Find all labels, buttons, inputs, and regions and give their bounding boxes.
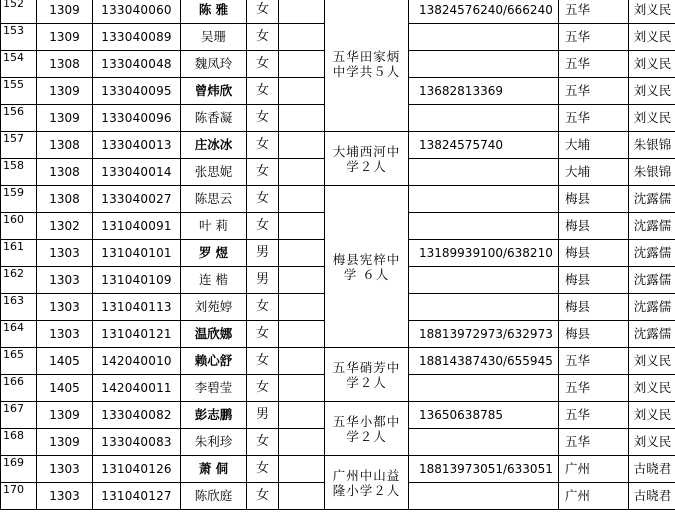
- blank-cell: [279, 321, 325, 348]
- city: 五华: [559, 0, 629, 24]
- student-sex: 女: [247, 294, 279, 321]
- phone-number: 18813972973/632973: [409, 321, 559, 348]
- student-sex: 女: [247, 483, 279, 510]
- student-name: 萧 侗: [181, 456, 247, 483]
- school-group: 广州中山益隆小学２人: [325, 456, 409, 510]
- blank-cell: [279, 240, 325, 267]
- row-number: 154: [1, 51, 37, 78]
- row-number: 169: [1, 456, 37, 483]
- student-name: 李碧莹: [181, 375, 247, 402]
- teacher-name: 朱银锦: [629, 159, 675, 186]
- blank-cell: [279, 24, 325, 51]
- student-name: 罗 煜: [181, 240, 247, 267]
- class-code: 1308: [37, 186, 93, 213]
- student-name: 叶 莉: [181, 213, 247, 240]
- phone-number: 13189939100/638210: [409, 240, 559, 267]
- phone-number: [409, 483, 559, 510]
- student-id: 131040126: [93, 456, 181, 483]
- city: 五华: [559, 78, 629, 105]
- city: 梅县: [559, 321, 629, 348]
- class-code: 1303: [37, 267, 93, 294]
- row-number: 162: [1, 267, 37, 294]
- student-sex: 女: [247, 375, 279, 402]
- student-name: 吴珊: [181, 24, 247, 51]
- student-id: 133040048: [93, 51, 181, 78]
- student-sex: 男: [247, 402, 279, 429]
- phone-number: 18813973051/633051: [409, 456, 559, 483]
- teacher-name: 刘义民: [629, 24, 675, 51]
- city: 大埔: [559, 159, 629, 186]
- row-number: 155: [1, 78, 37, 105]
- student-name: 赖心舒: [181, 348, 247, 375]
- school-group: 大埔西河中学２人: [325, 132, 409, 186]
- class-code: 1309: [37, 105, 93, 132]
- table-body: [1, 0, 675, 510]
- blank-cell: [279, 348, 325, 375]
- blank-cell: [279, 456, 325, 483]
- student-id: 131040127: [93, 483, 181, 510]
- class-code: 1309: [37, 78, 93, 105]
- student-id: 142040010: [93, 348, 181, 375]
- teacher-name: 沈露儒: [629, 267, 675, 294]
- row-number: 160: [1, 213, 37, 240]
- teacher-name: 刘义民: [629, 348, 675, 375]
- row-number: 163: [1, 294, 37, 321]
- student-sex: 女: [247, 78, 279, 105]
- blank-cell: [279, 375, 325, 402]
- blank-cell: [279, 51, 325, 78]
- teacher-name: 沈露儒: [629, 213, 675, 240]
- city: 梅县: [559, 294, 629, 321]
- class-code: 1405: [37, 348, 93, 375]
- blank-cell: [279, 105, 325, 132]
- teacher-name: 沈露儒: [629, 294, 675, 321]
- school-group: 五华小都中学２人: [325, 402, 409, 456]
- teacher-name: 刘义民: [629, 105, 675, 132]
- teacher-name: 刘义民: [629, 375, 675, 402]
- blank-cell: [279, 213, 325, 240]
- city: 梅县: [559, 267, 629, 294]
- student-sex: 女: [247, 429, 279, 456]
- blank-cell: [279, 483, 325, 510]
- city: 广州: [559, 456, 629, 483]
- student-sex: 女: [247, 51, 279, 78]
- blank-cell: [279, 0, 325, 24]
- student-sex: 女: [247, 186, 279, 213]
- student-id: 133040014: [93, 159, 181, 186]
- student-sex: 女: [247, 24, 279, 51]
- teacher-name: 沈露儒: [629, 240, 675, 267]
- city: 五华: [559, 375, 629, 402]
- city: 五华: [559, 429, 629, 456]
- city: 五华: [559, 348, 629, 375]
- row-number: 153: [1, 24, 37, 51]
- row-number: 161: [1, 240, 37, 267]
- student-sex: 女: [247, 159, 279, 186]
- student-name: 连 楷: [181, 267, 247, 294]
- student-sex: 女: [247, 213, 279, 240]
- table-row: [1, 186, 675, 213]
- teacher-name: 刘义民: [629, 402, 675, 429]
- student-id: 131040101: [93, 240, 181, 267]
- phone-number: [409, 159, 559, 186]
- class-code: 1405: [37, 375, 93, 402]
- class-code: 1303: [37, 294, 93, 321]
- student-id: 131040121: [93, 321, 181, 348]
- city: 梅县: [559, 213, 629, 240]
- teacher-name: 刘义民: [629, 78, 675, 105]
- phone-number: [409, 213, 559, 240]
- student-id: 133040083: [93, 429, 181, 456]
- phone-number: [409, 24, 559, 51]
- student-name: 张思妮: [181, 159, 247, 186]
- row-number: 157: [1, 132, 37, 159]
- class-code: 1303: [37, 321, 93, 348]
- student-id: 133040027: [93, 186, 181, 213]
- row-number: 167: [1, 402, 37, 429]
- city: 五华: [559, 105, 629, 132]
- student-id: 133040095: [93, 78, 181, 105]
- row-number: 158: [1, 159, 37, 186]
- row-number: 156: [1, 105, 37, 132]
- class-code: 1303: [37, 456, 93, 483]
- student-id: 133040082: [93, 402, 181, 429]
- city: 五华: [559, 24, 629, 51]
- student-sex: 女: [247, 0, 279, 24]
- class-code: 1303: [37, 240, 93, 267]
- student-name: 魏凤玲: [181, 51, 247, 78]
- student-id: 142040011: [93, 375, 181, 402]
- student-name: 朱利珍: [181, 429, 247, 456]
- class-code: 1309: [37, 0, 93, 24]
- city: 广州: [559, 483, 629, 510]
- student-id: 131040109: [93, 267, 181, 294]
- phone-number: 13650638785: [409, 402, 559, 429]
- blank-cell: [279, 267, 325, 294]
- teacher-name: 古晓君: [629, 483, 675, 510]
- table-row: [1, 456, 675, 483]
- student-sex: 女: [247, 105, 279, 132]
- row-number: 170: [1, 483, 37, 510]
- student-sex: 女: [247, 132, 279, 159]
- student-sex: 男: [247, 240, 279, 267]
- student-name: 温欣娜: [181, 321, 247, 348]
- student-name: 陈香凝: [181, 105, 247, 132]
- blank-cell: [279, 186, 325, 213]
- student-name: 刘苑婷: [181, 294, 247, 321]
- row-number: 152: [1, 0, 37, 24]
- phone-number: 13824575740: [409, 132, 559, 159]
- class-code: 1309: [37, 429, 93, 456]
- blank-cell: [279, 132, 325, 159]
- phone-number: [409, 267, 559, 294]
- student-name: 陈思云: [181, 186, 247, 213]
- teacher-name: 刘义民: [629, 51, 675, 78]
- student-id: 133040013: [93, 132, 181, 159]
- student-sex: 女: [247, 321, 279, 348]
- teacher-name: 刘义民: [629, 429, 675, 456]
- teacher-name: 刘义民: [629, 0, 675, 24]
- row-number: 164: [1, 321, 37, 348]
- class-code: 1303: [37, 483, 93, 510]
- class-code: 1309: [37, 24, 93, 51]
- student-sex: 女: [247, 348, 279, 375]
- phone-number: [409, 51, 559, 78]
- student-name: 彭志鹏: [181, 402, 247, 429]
- table-row: [1, 132, 675, 159]
- student-name: 曾炜欣: [181, 78, 247, 105]
- city: 梅县: [559, 186, 629, 213]
- city: 大埔: [559, 132, 629, 159]
- teacher-name: 朱银锦: [629, 132, 675, 159]
- class-code: 1308: [37, 51, 93, 78]
- blank-cell: [279, 429, 325, 456]
- table-row: [1, 348, 675, 375]
- class-code: 1309: [37, 402, 93, 429]
- student-id: 133040096: [93, 105, 181, 132]
- school-group: 梅县宪梓中学 ６人: [325, 186, 409, 348]
- student-id: 133040089: [93, 24, 181, 51]
- phone-number: 18814387430/655945: [409, 348, 559, 375]
- phone-number: [409, 375, 559, 402]
- class-code: 1308: [37, 159, 93, 186]
- phone-number: 13824576240/666240: [409, 0, 559, 24]
- class-code: 1302: [37, 213, 93, 240]
- phone-number: [409, 186, 559, 213]
- city: 五华: [559, 51, 629, 78]
- table-row: [1, 0, 675, 24]
- phone-number: [409, 105, 559, 132]
- row-number: 168: [1, 429, 37, 456]
- school-group: 五华硝芳中学２人: [325, 348, 409, 402]
- student-id: 131040091: [93, 213, 181, 240]
- row-number: 159: [1, 186, 37, 213]
- student-id: 133040060: [93, 0, 181, 24]
- student-sex: 男: [247, 267, 279, 294]
- city: 梅县: [559, 240, 629, 267]
- teacher-name: 古晓君: [629, 456, 675, 483]
- blank-cell: [279, 78, 325, 105]
- blank-cell: [279, 159, 325, 186]
- student-id: 131040113: [93, 294, 181, 321]
- row-number: 166: [1, 375, 37, 402]
- blank-cell: [279, 402, 325, 429]
- phone-number: 13682813369: [409, 78, 559, 105]
- row-number: 165: [1, 348, 37, 375]
- teacher-name: 沈露儒: [629, 321, 675, 348]
- class-code: 1308: [37, 132, 93, 159]
- table-row: [1, 402, 675, 429]
- student-name: 庄冰冰: [181, 132, 247, 159]
- school-group: 五华田家炳中学共５人: [325, 0, 409, 132]
- teacher-name: 沈露儒: [629, 186, 675, 213]
- student-name: 陈 雅: [181, 0, 247, 24]
- city: 五华: [559, 402, 629, 429]
- student-sex: 女: [247, 456, 279, 483]
- blank-cell: [279, 294, 325, 321]
- phone-number: [409, 294, 559, 321]
- phone-number: [409, 429, 559, 456]
- student-name: 陈欣庭: [181, 483, 247, 510]
